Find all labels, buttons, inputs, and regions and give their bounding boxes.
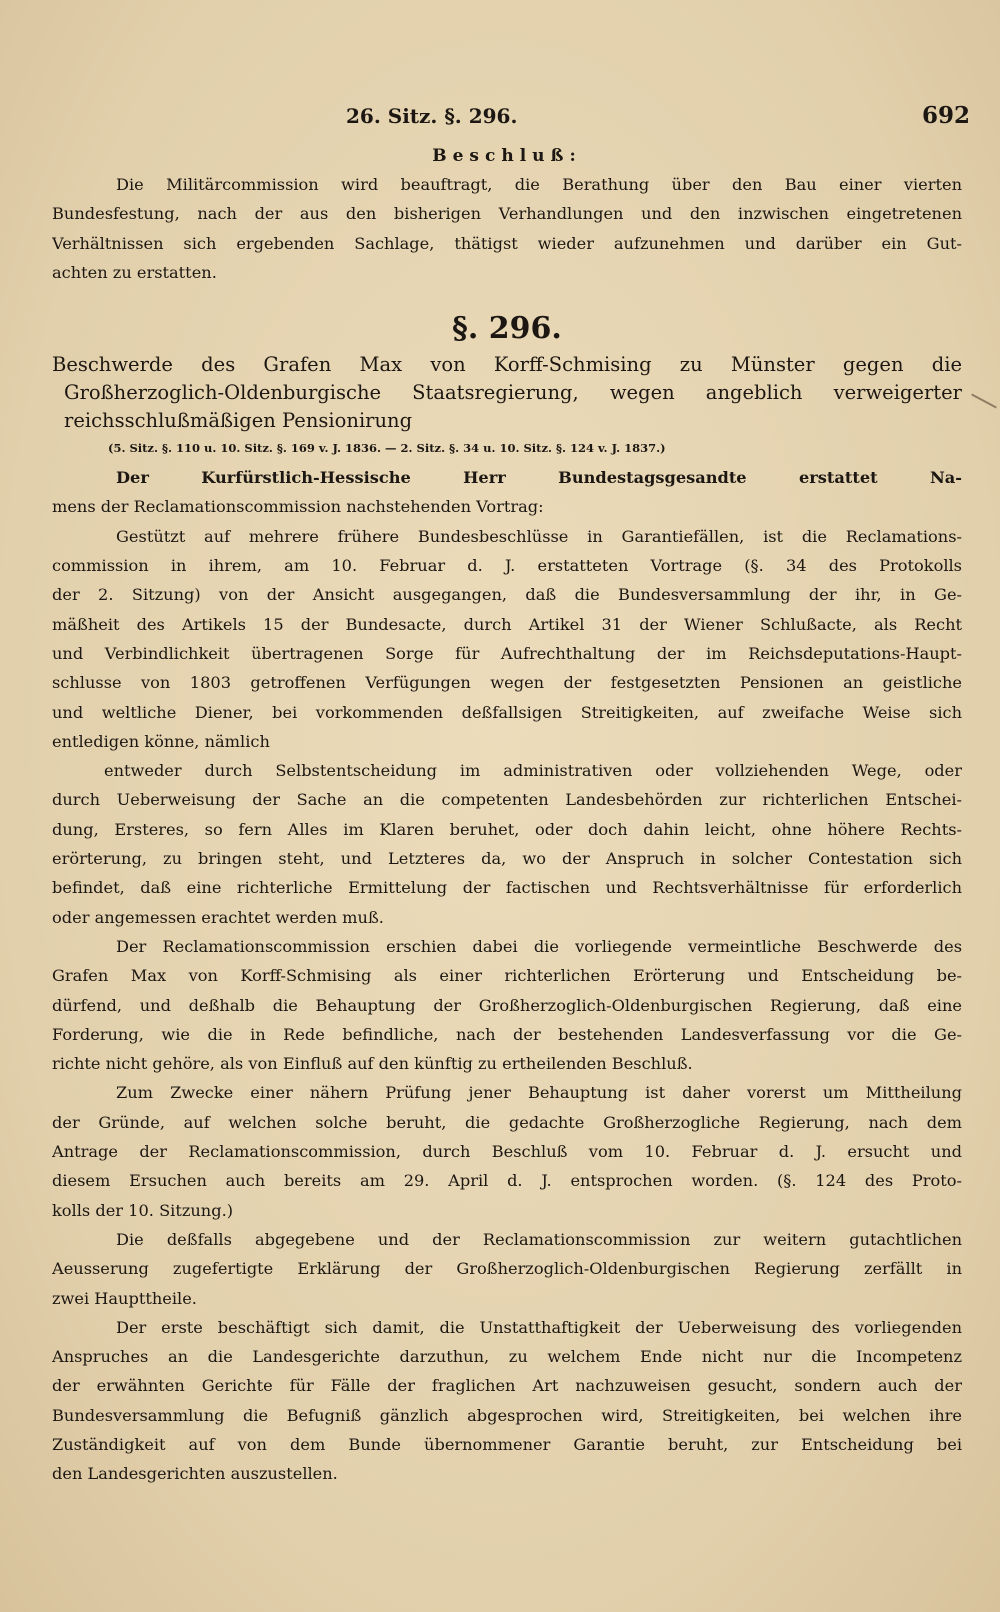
text-line: den Landesgerichten auszustellen. (52, 1464, 338, 1484)
paragraph-3 (52, 932, 962, 1078)
text-line: Grafen Max von Korff-Schmising als einer richterlichen Erörterung und Entscheidung be- (52, 966, 962, 986)
text-line: richte nicht gehöre, als von Einfluß auf den künftig zu ertheilenden Beschluß. (52, 1054, 693, 1074)
text-line: Der Kurfürstlich-Hessische Herr Bundestagsgesandte erstattet Na- (116, 468, 962, 488)
beschluss-heading: Beschluß: (432, 146, 582, 166)
text-line: durch Ueberweisung der Sache an die competenten Landesbehörden zur richterlichen Entschei- (52, 790, 962, 810)
subject-line: reichsschlußmäßigen Pensionirung (64, 409, 413, 433)
text-line: Die Militärcommission wird beauftragt, die Berathung über den Bau einer vierten (116, 175, 962, 194)
text-line: Zuständigkeit auf von dem Bunde übernommener Garantie beruht, zur Entscheidung bei (52, 1434, 962, 1454)
subject-line: Großherzoglich-Oldenburgische Staatsregierung, wegen angeblich verweigerter (64, 381, 962, 405)
text-line: Die deßfalls abgegebene und der Reclamationscommission zur weitern gutachtlichen (116, 1229, 962, 1249)
text-line: commission in ihrem, am 10. Februar d. J. erstatteten Vortrage (§. 34 des Protokolls (52, 556, 962, 576)
text-line: entweder durch Selbstentscheidung im administrativen oder vollziehenden Wege, oder (104, 761, 962, 781)
text-line: Bundesfestung, nach der aus den bisherigen Verhandlungen und den inzwischen eingetretenen (52, 204, 962, 224)
paragraph-6 (52, 1313, 962, 1489)
paragraph-1 (52, 522, 962, 756)
text-line: der 2. Sitzung) von der Ansicht ausgegangen, daß die Bundesversammlung der ihr, in Ge- (52, 585, 962, 605)
text-line: mäßheit des Artikels 15 der Bundesacte, durch Artikel 31 der Wiener Schlußacte, als Recht (52, 614, 962, 634)
section-heading: §. 296. (452, 311, 562, 347)
text-line: entledigen könne, nämlich (52, 731, 270, 751)
text-line: zwei Haupttheile. (52, 1288, 197, 1308)
text-line: schlusse von 1803 getroffenen Verfügungen wegen der festgesetzten Pensionen an geistliche (52, 673, 962, 693)
text-line: und weltliche Diener, bei vorkommenden deßfallsigen Streitigkeiten, auf zweifache Weise sich (52, 702, 962, 722)
text-line: kolls der 10. Sitzung.) (52, 1200, 234, 1220)
text-line: Bundesversammlung die Befugniß gänzlich abgesprochen wird, Streitigkeiten, bei welchen ihre (52, 1405, 962, 1425)
page-header (0, 104, 1000, 138)
text-line: Forderung, wie die in Rede befindliche, nach der bestehenden Landesverfassung vor die Ge- (52, 1024, 962, 1044)
text-line: der Gründe, auf welchen solche beruht, die gedachte Großherzogliche Regierung, nach dem (52, 1112, 962, 1132)
text-line: Der Reclamationscommission erschien dabei die vorliegende vermeintliche Beschwerde des (116, 936, 962, 956)
text-line: Aeusserung zugefertigte Erklärung der Großherzoglich-Oldenburgischen Regierung zerfällt in (52, 1259, 962, 1279)
text-line: mens der Reclamationscommission nachstehenden Vortrag: (52, 497, 544, 517)
paragraph-4 (52, 1078, 962, 1224)
text-line: Gestützt auf mehrere frühere Bundesbeschlüsse in Garantiefällen, ist die Reclamations- (116, 526, 962, 546)
intro-paragraph (52, 463, 962, 522)
page-number: 692 (922, 102, 971, 129)
paragraph-5 (52, 1225, 962, 1313)
text-line: befindet, daß eine richterliche Ermittelung der factischen und Rechtsverhältnisse für erforderlich (52, 878, 962, 898)
text-line: Anspruches an die Landesgerichte darzuthun, zu welchem Ende nicht nur die Incompetenz (52, 1347, 962, 1367)
text-line: dung, Ersteres, so fern Alles im Klaren beruhet, oder doch dahin leicht, ohne höhere Rechts- (52, 819, 962, 839)
paragraph-2 (52, 756, 962, 932)
session-reference: 26. Sitz. §. 296. (346, 104, 518, 128)
beschluss-paragraph (52, 170, 962, 287)
section-subject (52, 351, 962, 435)
cross-references: (5. Sitz. §. 110 u. 10. Sitz. §. 169 v. J. 1836. — 2. Sitz. §. 34 u. 10. Sitz. §. 124 v. J. 1837.) (108, 441, 666, 456)
text-line: Antrage der Reclamationscommission, durch Beschluß vom 10. Februar d. J. ersucht und (52, 1142, 962, 1162)
text-line: Der erste beschäftigt sich damit, die Unstatthaftigkeit der Ueberweisung des vorliegenden (116, 1317, 962, 1337)
margin-mark (971, 394, 997, 409)
text-line: Verhältnissen sich ergebenden Sachlage, thätigst wieder aufzunehmen und darüber ein Gut- (52, 233, 962, 253)
text-line: dürfend, und deßhalb die Behauptung der Großherzoglich-Oldenburgischen Regierung, daß eine (52, 995, 962, 1015)
subject-line: Beschwerde des Grafen Max von Korff-Schmising zu Münster gegen die (52, 353, 962, 377)
text-line: achten zu erstatten. (52, 262, 217, 282)
text-line: erörterung, zu bringen steht, und Letzteres da, wo der Anspruch in solcher Contestation sich (52, 849, 962, 869)
text-line: diesem Ersuchen auch bereits am 29. April d. J. entsprochen worden. (§. 124 des Proto- (52, 1171, 962, 1191)
text-column (52, 140, 962, 1489)
text-line: der erwähnten Gerichte für Fälle der fraglichen Art nachzuweisen gesucht, sondern auch der (52, 1376, 962, 1396)
text-line: Zum Zwecke einer nähern Prüfung jener Behauptung ist daher vorerst um Mittheilung (116, 1083, 962, 1103)
text-line: oder angemessen erachtet werden muß. (52, 907, 384, 927)
text-line: und Verbindlichkeit übertragenen Sorge für Aufrechthaltung der im Reichsdeputations-Haupt- (52, 643, 962, 663)
